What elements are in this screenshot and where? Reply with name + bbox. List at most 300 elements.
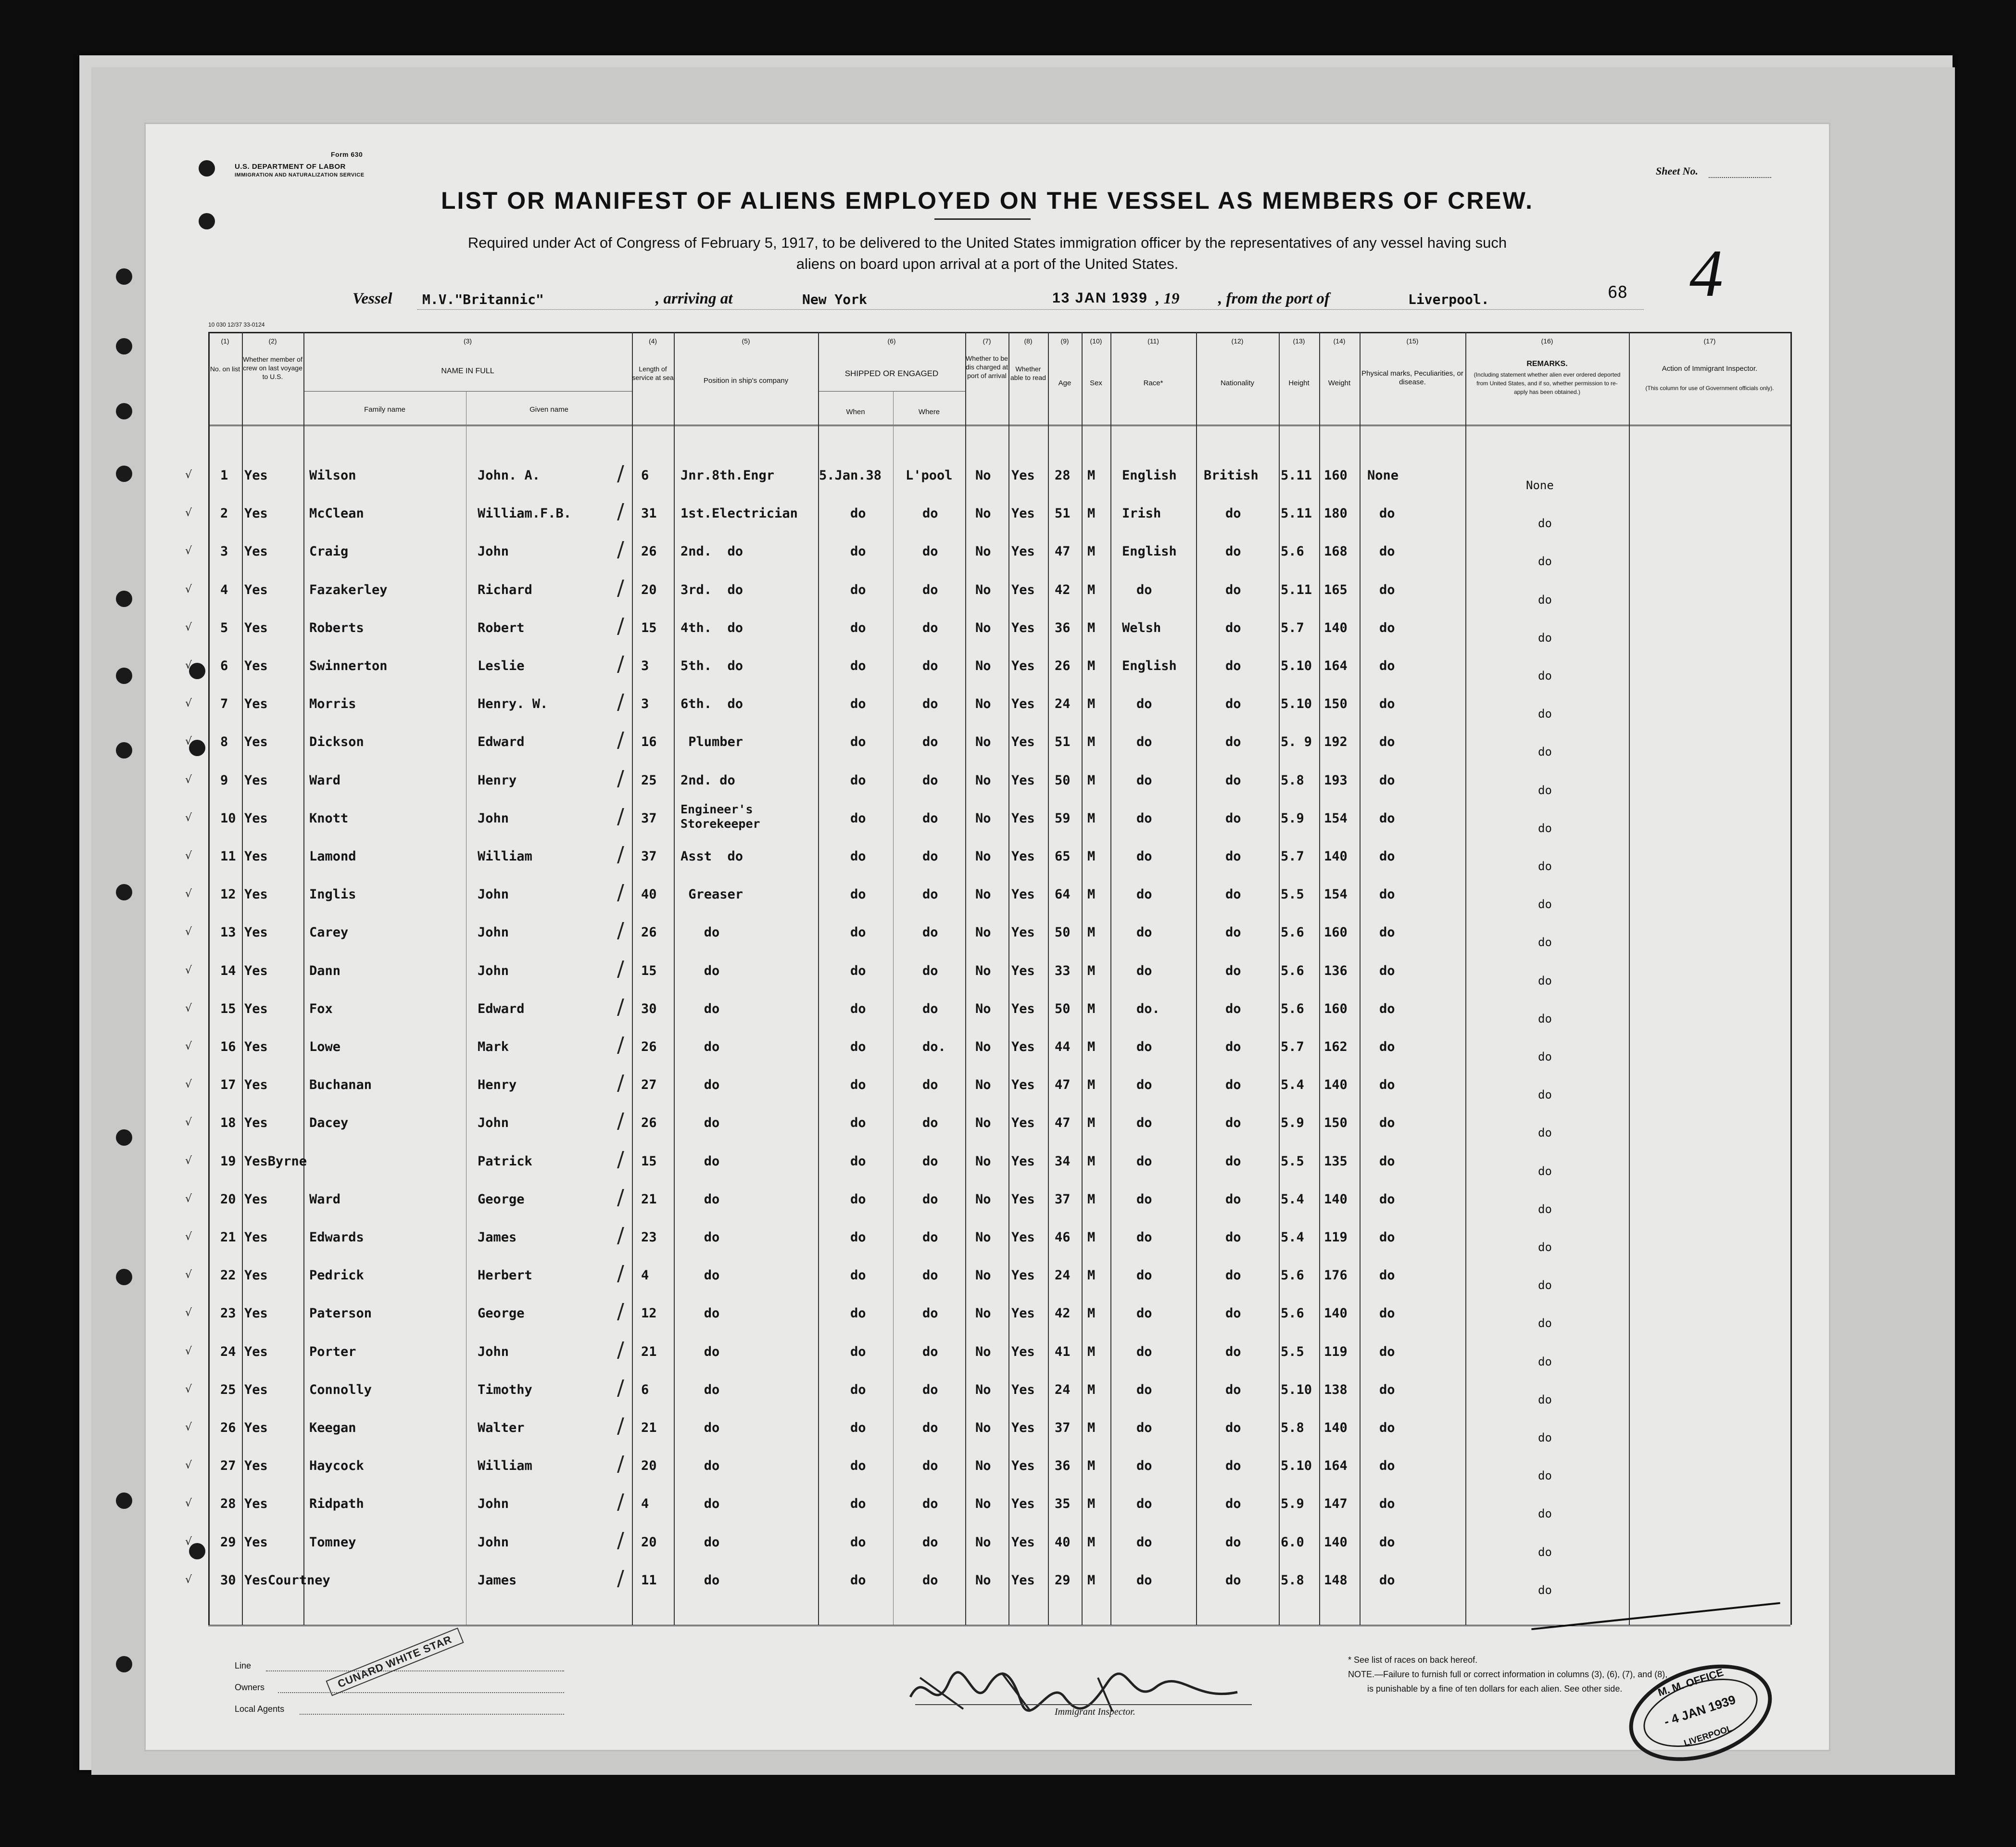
company-stamp: CUNARD WHITE STAR [326, 1628, 464, 1696]
shipped-where-cell: do [922, 1382, 938, 1397]
shipped-when-cell: do [850, 734, 866, 750]
pencil-tick: / [617, 499, 624, 524]
physical-marks-cell: do [1379, 1001, 1395, 1016]
last-voyage-cell: Yes [244, 1230, 268, 1245]
shipped-where-cell: do [922, 620, 938, 635]
column-number-c13: (13) [1293, 337, 1305, 345]
shipped-when-cell: do [850, 620, 866, 635]
shipped-where-cell: do [922, 1153, 938, 1169]
height-cell: 5.9 [1281, 810, 1304, 826]
discharged-cell: No [975, 734, 991, 750]
nationality-cell: do [1225, 1230, 1241, 1245]
agents-rule [300, 1714, 564, 1715]
sex-cell: M [1087, 1382, 1096, 1397]
shipped-when-cell: do [850, 1382, 866, 1397]
nationality-cell: do [1225, 696, 1241, 712]
last-voyage-cell: Yes [244, 582, 268, 597]
pencil-tick: / [617, 956, 624, 981]
shipped-when-cell: do [850, 696, 866, 712]
discharged-cell: No [975, 1230, 991, 1245]
pencil-tick: / [617, 537, 624, 562]
shipped-when-cell: do [850, 963, 866, 978]
row-number: 6 [220, 658, 228, 673]
race-cell: do [1136, 925, 1152, 940]
weight-cell: 168 [1324, 544, 1348, 559]
remarks-cell: do [1538, 783, 1552, 797]
weight-cell: 154 [1324, 887, 1348, 902]
service-cell: 26 [641, 925, 657, 940]
last-voyage-cell: Yes [244, 506, 268, 521]
race-cell: do [1136, 1191, 1152, 1207]
col-header-action: Action of Immigrant Inspector. [1662, 365, 1758, 373]
pencil-tick: / [617, 728, 624, 753]
pencil-tick: / [617, 613, 624, 638]
nationality-cell: do [1225, 1077, 1241, 1093]
position-cell: 2nd. do [680, 772, 735, 788]
year-label: , 19 [1156, 290, 1180, 307]
weight-cell: 150 [1324, 1115, 1348, 1131]
weight-cell: 148 [1324, 1572, 1348, 1588]
sex-cell: M [1087, 849, 1096, 864]
physical-marks-cell: do [1379, 925, 1395, 940]
service-cell: 15 [641, 963, 657, 978]
race-cell: do [1136, 1534, 1152, 1550]
discharged-cell: No [975, 1039, 991, 1054]
age-cell: 50 [1055, 925, 1071, 940]
remarks-cell: do [1538, 1278, 1552, 1292]
remarks-cell: do [1538, 631, 1552, 645]
able-to-read-cell: Yes [1011, 1382, 1035, 1397]
row-number: 13 [220, 925, 236, 940]
tally-check-mark: √ [185, 1154, 192, 1167]
col-header-discharged: Whether to be dis charged at port of arrival [966, 354, 1008, 380]
remarks-cell: do [1538, 1202, 1552, 1216]
age-cell: 46 [1055, 1230, 1071, 1245]
age-cell: 24 [1055, 696, 1071, 712]
row-number: 8 [220, 734, 228, 750]
remarks-cell: do [1538, 1354, 1552, 1368]
pencil-tick: / [617, 690, 624, 715]
row-number: 19 [220, 1153, 236, 1169]
height-cell: 5.4 [1281, 1077, 1304, 1093]
age-cell: 42 [1055, 1306, 1071, 1321]
sex-cell: M [1087, 1039, 1096, 1054]
column-number-c16: (16) [1541, 337, 1553, 345]
last-voyage-cell: Yes [244, 1306, 268, 1321]
nationality-cell: British [1204, 468, 1259, 483]
print-code: 10 030 12/37 33-0124 [208, 321, 265, 328]
col-header-family-name: Family name [364, 405, 405, 414]
column-number-c10: (10) [1090, 337, 1102, 345]
row-number: 22 [220, 1268, 236, 1283]
race-cell: do [1136, 1344, 1152, 1359]
last-voyage-cell: Yes [244, 696, 268, 712]
tally-check-mark: √ [185, 773, 192, 786]
weight-cell: 140 [1324, 1420, 1348, 1435]
family-name-cell: Craig [309, 544, 349, 559]
age-cell: 47 [1055, 1115, 1071, 1131]
age-cell: 36 [1055, 1458, 1071, 1474]
tally-check-mark: √ [185, 469, 192, 481]
punch-hole [199, 213, 215, 229]
sex-cell: M [1087, 696, 1096, 712]
position-cell: Asst do [680, 849, 743, 864]
last-voyage-cell: YesCourtney [244, 1572, 330, 1588]
age-cell: 33 [1055, 963, 1071, 978]
family-name-cell: Roberts [309, 620, 364, 635]
shipped-where-cell: do [922, 734, 938, 750]
height-cell: 5.6 [1281, 1268, 1304, 1283]
shipped-where-cell: do [922, 696, 938, 712]
weight-cell: 164 [1324, 1458, 1348, 1474]
sex-cell: M [1087, 1191, 1096, 1207]
tally-check-mark: √ [185, 1421, 192, 1433]
tally-check-mark: √ [185, 1345, 192, 1357]
physical-marks-cell: do [1379, 1572, 1395, 1588]
service-cell: 16 [641, 734, 657, 750]
able-to-read-cell: Yes [1011, 1039, 1035, 1054]
able-to-read-cell: Yes [1011, 1496, 1035, 1512]
family-name-cell: Lamond [309, 849, 356, 864]
stamp-office-text: M. M. OFFICE [1656, 1666, 1725, 1699]
arriving-port: New York [802, 291, 867, 307]
column-rule [818, 332, 819, 1625]
last-voyage-cell: Yes [244, 734, 268, 750]
punch-hole [116, 742, 132, 759]
department-name: U.S. DEPARTMENT OF LABOR [235, 163, 346, 171]
sex-cell: M [1087, 1572, 1096, 1588]
col-header-height: Height [1288, 379, 1310, 387]
position-cell: do [680, 1344, 720, 1359]
age-cell: 42 [1055, 582, 1071, 597]
given-name-cell: John. A. [478, 468, 541, 483]
last-voyage-cell: Yes [244, 810, 268, 826]
sex-cell: M [1087, 810, 1096, 826]
punch-hole [116, 668, 132, 684]
remarks-cell: None [1526, 479, 1554, 492]
weight-cell: 140 [1324, 849, 1348, 864]
race-cell: Welsh [1122, 620, 1161, 635]
shipped-when-cell: do [850, 1534, 866, 1550]
service-cell: 12 [641, 1306, 657, 1321]
shipped-where-cell: do [922, 1420, 938, 1435]
physical-marks-cell: do [1379, 620, 1395, 635]
shipped-where-cell: do [922, 1230, 938, 1245]
column-rule [1465, 332, 1466, 1625]
nationality-cell: do [1225, 1268, 1241, 1283]
subtitle [319, 232, 1656, 275]
given-name-cell: Henry [478, 1077, 517, 1093]
height-cell: 5.7 [1281, 1039, 1304, 1054]
column-number-c12: (12) [1231, 337, 1244, 345]
race-cell: do [1136, 849, 1152, 864]
family-name-cell: Dacey [309, 1115, 349, 1131]
position-cell: Plumber [680, 734, 743, 750]
shipped-when-cell: do [850, 582, 866, 597]
last-voyage-cell: Yes [244, 1115, 268, 1131]
shipped-when-cell: do [850, 1306, 866, 1321]
punch-hole [116, 591, 132, 607]
given-name-cell: Henry. W. [478, 696, 548, 712]
tally-check-mark: √ [185, 926, 192, 938]
inspector-title: Immigrant Inspector. [1055, 1707, 1135, 1717]
height-cell: 5. 9 [1281, 734, 1312, 750]
last-voyage-cell: YesByrne [244, 1153, 307, 1169]
height-cell: 5.5 [1281, 1153, 1304, 1169]
tally-check-mark: √ [185, 735, 192, 748]
col-header-shipped: SHIPPED OR ENGAGED [844, 369, 939, 378]
height-cell: 5.4 [1281, 1230, 1304, 1245]
nationality-cell: do [1225, 1115, 1241, 1131]
race-cell: do [1136, 1572, 1152, 1588]
col-header-last-voyage: Whether member of crew on last voyage to U.S. [243, 355, 302, 380]
physical-marks-cell: do [1379, 1420, 1395, 1435]
last-voyage-cell: Yes [244, 1496, 268, 1512]
col-header-age: Age [1058, 379, 1071, 387]
col-header-when: When [846, 408, 865, 416]
age-cell: 24 [1055, 1382, 1071, 1397]
last-voyage-cell: Yes [244, 1382, 268, 1397]
given-name-cell: Timothy [478, 1382, 532, 1397]
shipped-where-cell: do [922, 849, 938, 864]
remarks-cell: do [1538, 555, 1552, 569]
form-number: Form 630 [331, 151, 363, 158]
last-voyage-cell: Yes [244, 1001, 268, 1016]
race-cell: do [1136, 734, 1152, 750]
last-voyage-cell: Yes [244, 1039, 268, 1054]
shipped-when-cell: do [850, 1496, 866, 1512]
sex-cell: M [1087, 1153, 1096, 1169]
pencil-tick: / [617, 880, 624, 905]
able-to-read-cell: Yes [1011, 1191, 1035, 1207]
remarks-cell: do [1538, 1240, 1552, 1254]
position-cell: do [680, 1458, 720, 1474]
column-rule [1110, 332, 1111, 1625]
age-cell: 64 [1055, 887, 1071, 902]
sex-cell: M [1087, 1230, 1096, 1245]
row-number: 25 [220, 1382, 236, 1397]
pencil-tick: / [617, 766, 624, 791]
shipped-where-cell: L'pool [906, 468, 953, 483]
punch-hole [199, 160, 215, 177]
column-rule [242, 332, 243, 1625]
position-cell: Greaser [680, 887, 743, 902]
physical-marks-cell: do [1379, 506, 1395, 521]
able-to-read-cell: Yes [1011, 849, 1035, 864]
shipped-when-cell: do [850, 1115, 866, 1131]
given-name-cell: Patrick [478, 1153, 532, 1169]
position-cell-continued: Storekeeper [680, 816, 760, 831]
nationality-cell: do [1225, 849, 1241, 864]
given-name-cell: Robert [478, 620, 525, 635]
line-rule [266, 1670, 564, 1671]
row-number: 11 [220, 849, 236, 864]
given-name-cell: John [478, 887, 509, 902]
sex-cell: M [1087, 1268, 1096, 1283]
discharged-cell: No [975, 1572, 991, 1588]
service-cell: 27 [641, 1077, 657, 1093]
shipped-when-cell: do [850, 1268, 866, 1283]
column-number-c11: (11) [1147, 337, 1159, 345]
nationality-cell: do [1225, 658, 1241, 673]
weight-cell: 192 [1324, 734, 1348, 750]
sex-cell: M [1087, 1534, 1096, 1550]
physical-marks-cell: do [1379, 810, 1395, 826]
remarks-cell: do [1538, 593, 1552, 607]
race-cell: do [1136, 1268, 1152, 1283]
shipped-where-cell: do [922, 1306, 938, 1321]
physical-marks-cell: do [1379, 1039, 1395, 1054]
age-cell: 41 [1055, 1344, 1071, 1359]
shipped-when-cell: do [850, 1077, 866, 1093]
physical-marks-cell: do [1379, 1458, 1395, 1474]
sex-cell: M [1087, 734, 1096, 750]
subcolumn-rule [893, 391, 894, 1625]
page-title: LIST OR MANIFEST OF ALIENS EMPLOYED ON THE VESSEL AS MEMBERS OF CREW. [441, 187, 1534, 214]
weight-cell: 135 [1324, 1153, 1348, 1169]
weight-cell: 154 [1324, 810, 1348, 826]
shipped-where-cell: do [922, 1458, 938, 1474]
shipped-where-cell: do [922, 506, 938, 521]
race-cell: do [1136, 582, 1152, 597]
given-name-cell: John [478, 1344, 509, 1359]
sex-cell: M [1087, 772, 1096, 788]
shipped-when-cell: do [850, 772, 866, 788]
arriving-label: , arriving at [655, 290, 733, 307]
family-name-cell: Connolly [309, 1382, 372, 1397]
shipped-when-cell: do [850, 1420, 866, 1435]
physical-marks-cell: do [1379, 849, 1395, 864]
service-cell: 15 [641, 620, 657, 635]
weight-cell: 147 [1324, 1496, 1348, 1512]
shipped-when-cell: do [850, 1191, 866, 1207]
col-header-sex: Sex [1090, 379, 1102, 387]
family-name-cell: Lowe [309, 1039, 341, 1054]
age-cell: 65 [1055, 849, 1071, 864]
shipped-where-cell: do [922, 1268, 938, 1283]
vessel-underline [417, 309, 1644, 310]
age-cell: 50 [1055, 772, 1071, 788]
given-name-cell: Edward [478, 1001, 525, 1016]
height-cell: 5.10 [1281, 696, 1312, 712]
able-to-read-cell: Yes [1011, 772, 1035, 788]
punch-hole [116, 338, 132, 354]
tally-check-mark: √ [185, 1231, 192, 1243]
physical-marks-cell: do [1379, 772, 1395, 788]
weight-cell: 165 [1324, 582, 1348, 597]
pencil-tick: / [617, 1147, 624, 1172]
tally-check-mark: √ [185, 850, 192, 862]
race-cell: do [1136, 1077, 1152, 1093]
race-cell: do [1136, 1306, 1152, 1321]
column-rule [632, 332, 633, 1625]
pencil-tick: / [617, 994, 624, 1019]
given-name-cell: Richard [478, 582, 532, 597]
row-number: 26 [220, 1420, 236, 1435]
height-cell: 5.5 [1281, 1344, 1304, 1359]
last-voyage-cell: Yes [244, 887, 268, 902]
column-rule [1048, 332, 1049, 1625]
sheet-no-line [1709, 177, 1771, 178]
position-cell: 6th. do [680, 696, 743, 712]
height-cell: 5.8 [1281, 1572, 1304, 1588]
tally-check-mark: √ [185, 1535, 192, 1548]
remarks-cell: do [1538, 1545, 1552, 1559]
able-to-read-cell: Yes [1011, 696, 1035, 712]
able-to-read-cell: Yes [1011, 658, 1035, 673]
last-voyage-cell: Yes [244, 1191, 268, 1207]
row-number: 3 [220, 544, 228, 559]
discharged-cell: No [975, 696, 991, 712]
discharged-cell: No [975, 1344, 991, 1359]
tally-check-mark: √ [185, 1459, 192, 1472]
shipped-when-cell: do [850, 658, 866, 673]
height-cell: 5.9 [1281, 1115, 1304, 1131]
age-cell: 26 [1055, 658, 1071, 673]
column-number-c1: (1) [221, 337, 229, 345]
given-name-cell: Edward [478, 734, 525, 750]
nationality-cell: do [1225, 963, 1241, 978]
row-number: 1 [220, 468, 228, 483]
manifest-sheet [144, 123, 1830, 1751]
service-cell: 37 [641, 849, 657, 864]
tally-check-mark: √ [185, 811, 192, 824]
column-rule [674, 332, 675, 1625]
weight-cell: 140 [1324, 1306, 1348, 1321]
service-cell: 31 [641, 506, 657, 521]
height-cell: 5.11 [1281, 468, 1312, 483]
list-number: 68 [1608, 283, 1627, 302]
able-to-read-cell: Yes [1011, 1001, 1035, 1016]
physical-marks-cell: do [1379, 1534, 1395, 1550]
shipped-where-cell: do [922, 1496, 938, 1512]
row-number: 23 [220, 1306, 236, 1321]
row-number: 21 [220, 1230, 236, 1245]
remarks-cell: do [1538, 1392, 1552, 1406]
nationality-cell: do [1225, 1306, 1241, 1321]
race-cell: do [1136, 1153, 1152, 1169]
nationality-cell: do [1225, 1420, 1241, 1435]
position-cell: Engineer's [680, 802, 753, 816]
service-cell: 11 [641, 1572, 657, 1588]
service-cell: 21 [641, 1420, 657, 1435]
position-cell: 4th. do [680, 620, 743, 635]
position-cell: do [680, 1572, 720, 1588]
age-cell: 50 [1055, 1001, 1071, 1016]
able-to-read-cell: Yes [1011, 1572, 1035, 1588]
race-cell: English [1122, 658, 1177, 673]
remarks-cell: do [1538, 1583, 1552, 1597]
pencil-tick: / [617, 842, 624, 867]
discharged-cell: No [975, 849, 991, 864]
remarks-cell: do [1538, 860, 1552, 873]
weight-cell: 119 [1324, 1344, 1348, 1359]
column-rule [1629, 332, 1630, 1625]
family-name-cell: Ridpath [309, 1496, 364, 1512]
pencil-tick: / [617, 1033, 624, 1057]
position-cell: do [680, 963, 720, 978]
row-number: 4 [220, 582, 228, 597]
height-cell: 5.6 [1281, 1001, 1304, 1016]
tally-check-mark: √ [185, 964, 192, 976]
shipped-where-cell: do [922, 582, 938, 597]
position-cell: 3rd. do [680, 582, 743, 597]
shipped-when-cell: 5.Jan.38 [819, 468, 882, 483]
tally-check-mark: √ [185, 697, 192, 710]
column-number-c4: (4) [648, 337, 657, 345]
service-cell: 4 [641, 1496, 649, 1512]
last-voyage-cell: Yes [244, 620, 268, 635]
